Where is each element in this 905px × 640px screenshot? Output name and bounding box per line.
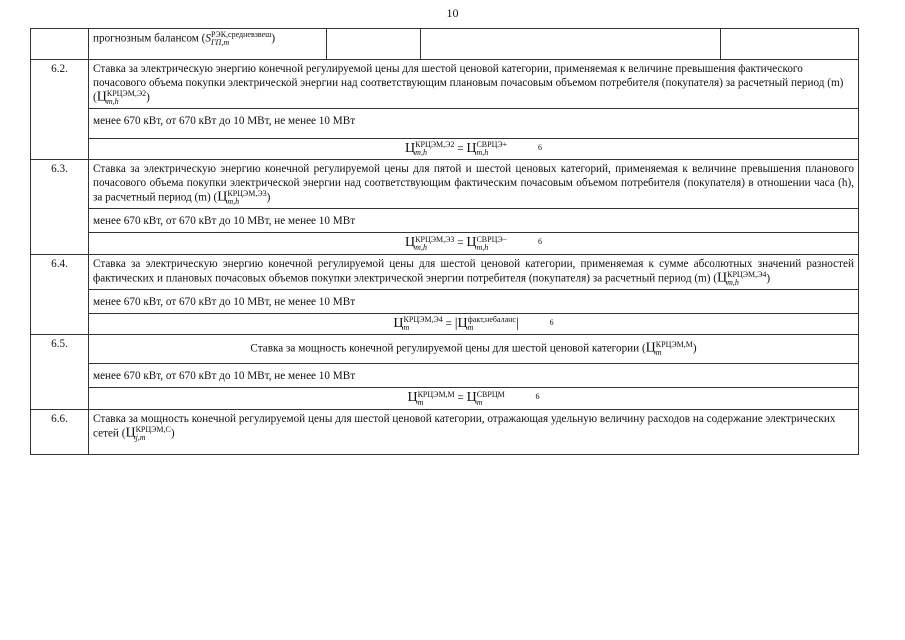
symbol-s-sup: РЭК,средневзвеш	[210, 30, 272, 39]
table-row-category	[31, 209, 859, 233]
empty-cell	[327, 29, 421, 60]
table-row-formula	[31, 139, 859, 160]
formula-cell: Ц КРЦЭМ,Э2 m,h = Ц СВРЦЭ+ m,h 6	[89, 139, 859, 160]
continuation-close: )	[271, 32, 276, 45]
category-text: менее 670 кВт, от 670 кВт до 10 МВт, не менее 10 МВт	[89, 364, 859, 388]
row-number: 6.5.	[31, 335, 89, 409]
continuation-label: прогнозным балансом (	[93, 32, 206, 45]
table-row-category	[31, 109, 859, 139]
category-text: менее 670 кВт, от 670 кВт до 10 МВт, не менее 10 МВт	[89, 109, 859, 139]
table-row-category	[31, 364, 859, 388]
formula-cell: Ц КРЦЭМ,М m = Ц СВРЦМ m 6	[89, 388, 859, 409]
row-description: Ставка за электрическую энергию конечной регулируемой цены для пятой и шестой ценовых категорий, применяемая к величине превышения планового почасового объема покупки электрической энергии над соответствующим фактическим почасовым объемом потребителя (покупателя) в отношении часа (h), за расчетный период (m) (Ц КРЦЭМ,Э3 m,h )	[89, 160, 859, 209]
continuation-text	[89, 29, 327, 60]
row-number: 6.6.	[31, 409, 89, 454]
table-row	[31, 160, 859, 209]
footnote-mark: 6	[537, 237, 542, 247]
row-number: 6.4.	[31, 254, 89, 334]
row-description: Ставка за электрическую энергию конечной регулируемой цены для шестой ценовой категории, применяемая к сумме абсолютных значений разностей фактических и плановых почасовых объемов покупки электрической энергии потребителя (покупателя) за расчетный период (m) (Ц КРЦЭМ,Э4 m,h )	[89, 254, 859, 289]
table-row-formula	[31, 233, 859, 254]
table-row-category	[31, 289, 859, 313]
table-row-continuation	[31, 29, 859, 60]
table-row-formula	[31, 388, 859, 409]
row-number: 6.3.	[31, 160, 89, 254]
category-text: менее 670 кВт, от 670 кВт до 10 МВт, не менее 10 МВт	[89, 289, 859, 313]
formula-cell: Ц КРЦЭМ,Э4 m = |Ц факт,небаланс m | 6	[89, 313, 859, 334]
table-row-formula	[31, 313, 859, 334]
footnote-mark: 6	[537, 143, 542, 152]
row-description: Ставка за электрическую энергию конечной регулируемой цены для шестой ценовой категории, применяемая к величине превышения фактического почасового объема покупки электрической энергии над соответствующим плановым почасовым объемом потребителя (покупателя) за расчетный период (m) (Ц КРЦЭМ,Э2 m,h )	[89, 60, 859, 109]
row-description: Ставка за мощность конечной регулируемой цены для шестой ценовой категории, отражающая удельную величину расходов на содержание электрических сетей (Ц КРЦЭМ,С j,m )	[89, 409, 859, 454]
symbol-s-sub: ГП,m	[210, 38, 230, 47]
empty-cell	[421, 29, 721, 60]
formula-cell: Ц КРЦЭМ,Э3 m,h = Ц СВРЦЭ− m,h 6	[89, 233, 859, 254]
table-row	[31, 254, 859, 289]
footnote-mark: 6	[535, 392, 540, 402]
table-row	[31, 409, 859, 454]
page-number: 10	[446, 6, 459, 20]
empty-cell	[721, 29, 859, 60]
table-row	[31, 60, 859, 109]
table-row	[31, 335, 859, 364]
symbol-s: S	[205, 32, 211, 45]
number-cell-empty	[31, 29, 89, 60]
row-description: Ставка за мощность конечной регулируемой цены для шестой ценовой категории (Ц КРЦЭМ,М m )	[89, 335, 859, 364]
rates-table	[30, 28, 859, 455]
footnote-mark: 6	[549, 317, 554, 327]
row-number: 6.2.	[31, 60, 89, 160]
category-text: менее 670 кВт, от 670 кВт до 10 МВт, не менее 10 МВт	[89, 209, 859, 233]
